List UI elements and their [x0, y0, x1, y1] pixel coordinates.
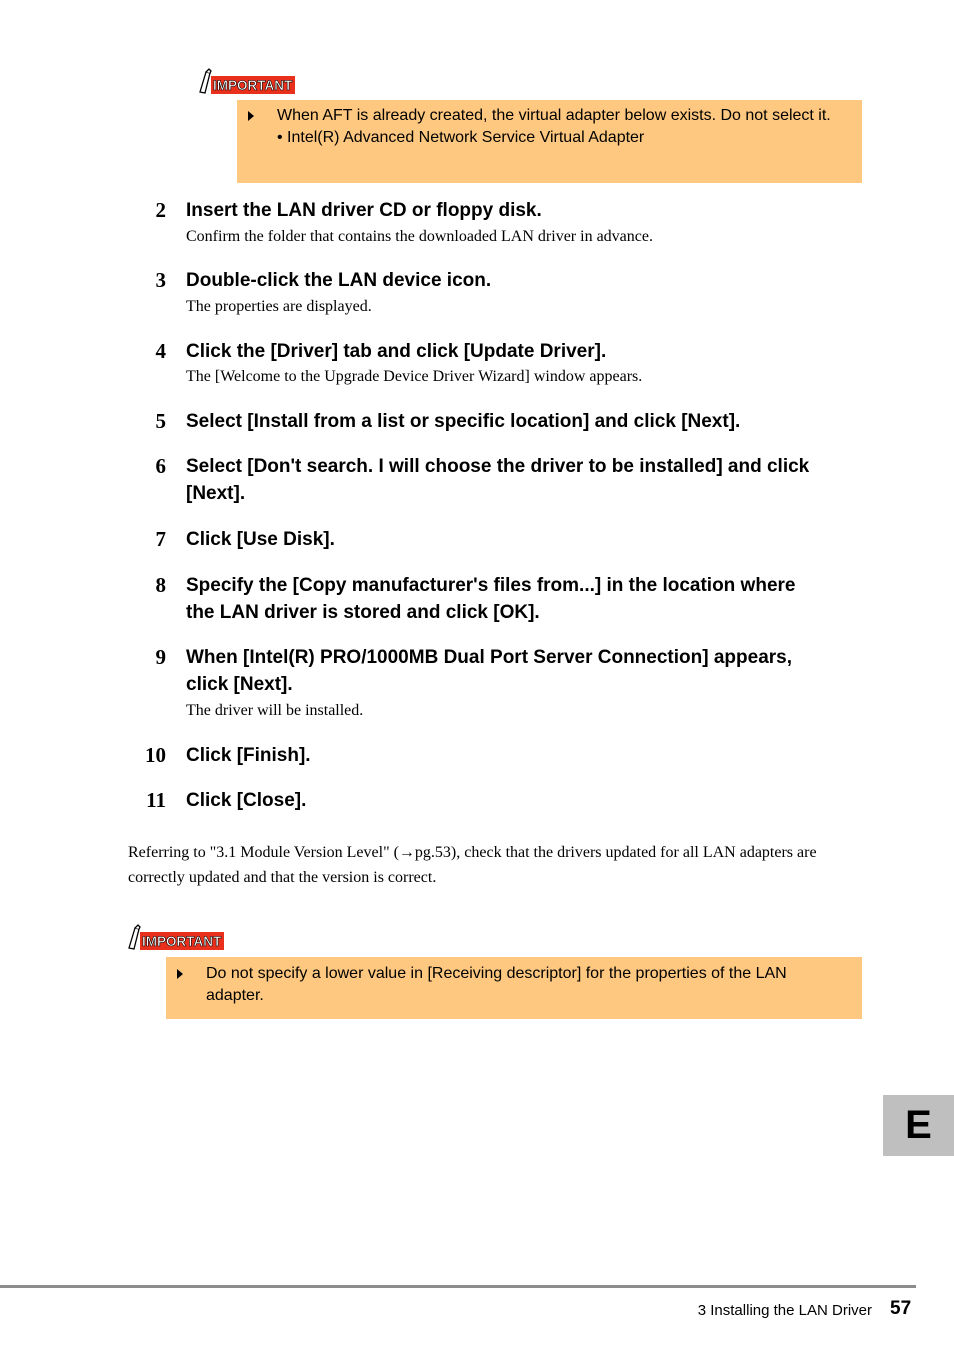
- callout-text: Do not specify a lower value in [Receiving descriptor] for the properties of the LAN adapter.: [206, 965, 787, 1004]
- step-number: 5: [155, 409, 166, 433]
- step-description: The properties are displayed.: [186, 298, 372, 315]
- chapter-tab: E: [883, 1095, 954, 1156]
- important-pencil-icon: [126, 924, 226, 952]
- step-number: 7: [155, 527, 166, 551]
- footer-section-title: 3 Installing the LAN Driver: [697, 1302, 872, 1319]
- callout-text: When AFT is already created, the virtual adapter below exists. Do not select it.: [277, 107, 831, 124]
- page-number: 57: [890, 1298, 912, 1319]
- step-title: Specify the [Copy manufacturer's files from...] in the location where the LAN driver is stored and click [OK].: [186, 575, 796, 623]
- reference-paragraph: Referring to "3.1 Module Version Level" (→pg.53), check that the drivers updated for all LAN adapters are correctly updated and that the version is correct.: [128, 844, 817, 886]
- step-title: Select [Don't search. I will choose the driver to be installed] and click [Next].: [186, 456, 810, 504]
- step-number: 10: [145, 743, 166, 767]
- step-title: Click the [Driver] tab and click [Update Driver].: [186, 341, 607, 362]
- step-description: The [Welcome to the Upgrade Device Driver Wizard] window appears.: [186, 368, 643, 385]
- step-number: 9: [155, 645, 166, 669]
- footer-divider: [0, 1285, 916, 1288]
- step-number: 11: [146, 788, 166, 812]
- step-title: Insert the LAN driver CD or floppy disk.: [186, 200, 542, 221]
- step-description: Confirm the folder that contains the downloaded LAN driver in advance.: [186, 228, 653, 245]
- step-number: 8: [155, 573, 166, 597]
- step-title: Click [Close].: [186, 790, 307, 811]
- step-title: Click [Finish].: [186, 745, 311, 766]
- svg-text:IMPORTANT: IMPORTANT: [142, 934, 222, 949]
- step-description: The driver will be installed.: [186, 702, 364, 719]
- step-number: 3: [155, 268, 166, 292]
- step-number: 2: [155, 198, 166, 222]
- important-pencil-icon: [197, 68, 297, 96]
- step-title: When [Intel(R) PRO/1000MB Dual Port Server Connection] appears, click [Next].: [186, 647, 792, 695]
- step-number: 4: [155, 339, 166, 363]
- svg-text:IMPORTANT: IMPORTANT: [213, 78, 293, 93]
- important-label: [197, 68, 297, 92]
- important-label: [126, 924, 226, 948]
- bullet-triangle-icon: [248, 111, 254, 121]
- important-callout-2: [166, 957, 862, 1019]
- bullet-triangle-icon: [177, 969, 183, 979]
- step-title: Click [Use Disk].: [186, 529, 335, 550]
- step-number: 6: [155, 454, 166, 478]
- step-title: Double-click the LAN device icon.: [186, 270, 492, 291]
- callout-sub-item: • Intel(R) Advanced Network Service Virtual Adapter: [277, 129, 645, 146]
- important-callout-1: [237, 100, 862, 183]
- step-title: Select [Install from a list or specific location] and click [Next].: [186, 411, 741, 432]
